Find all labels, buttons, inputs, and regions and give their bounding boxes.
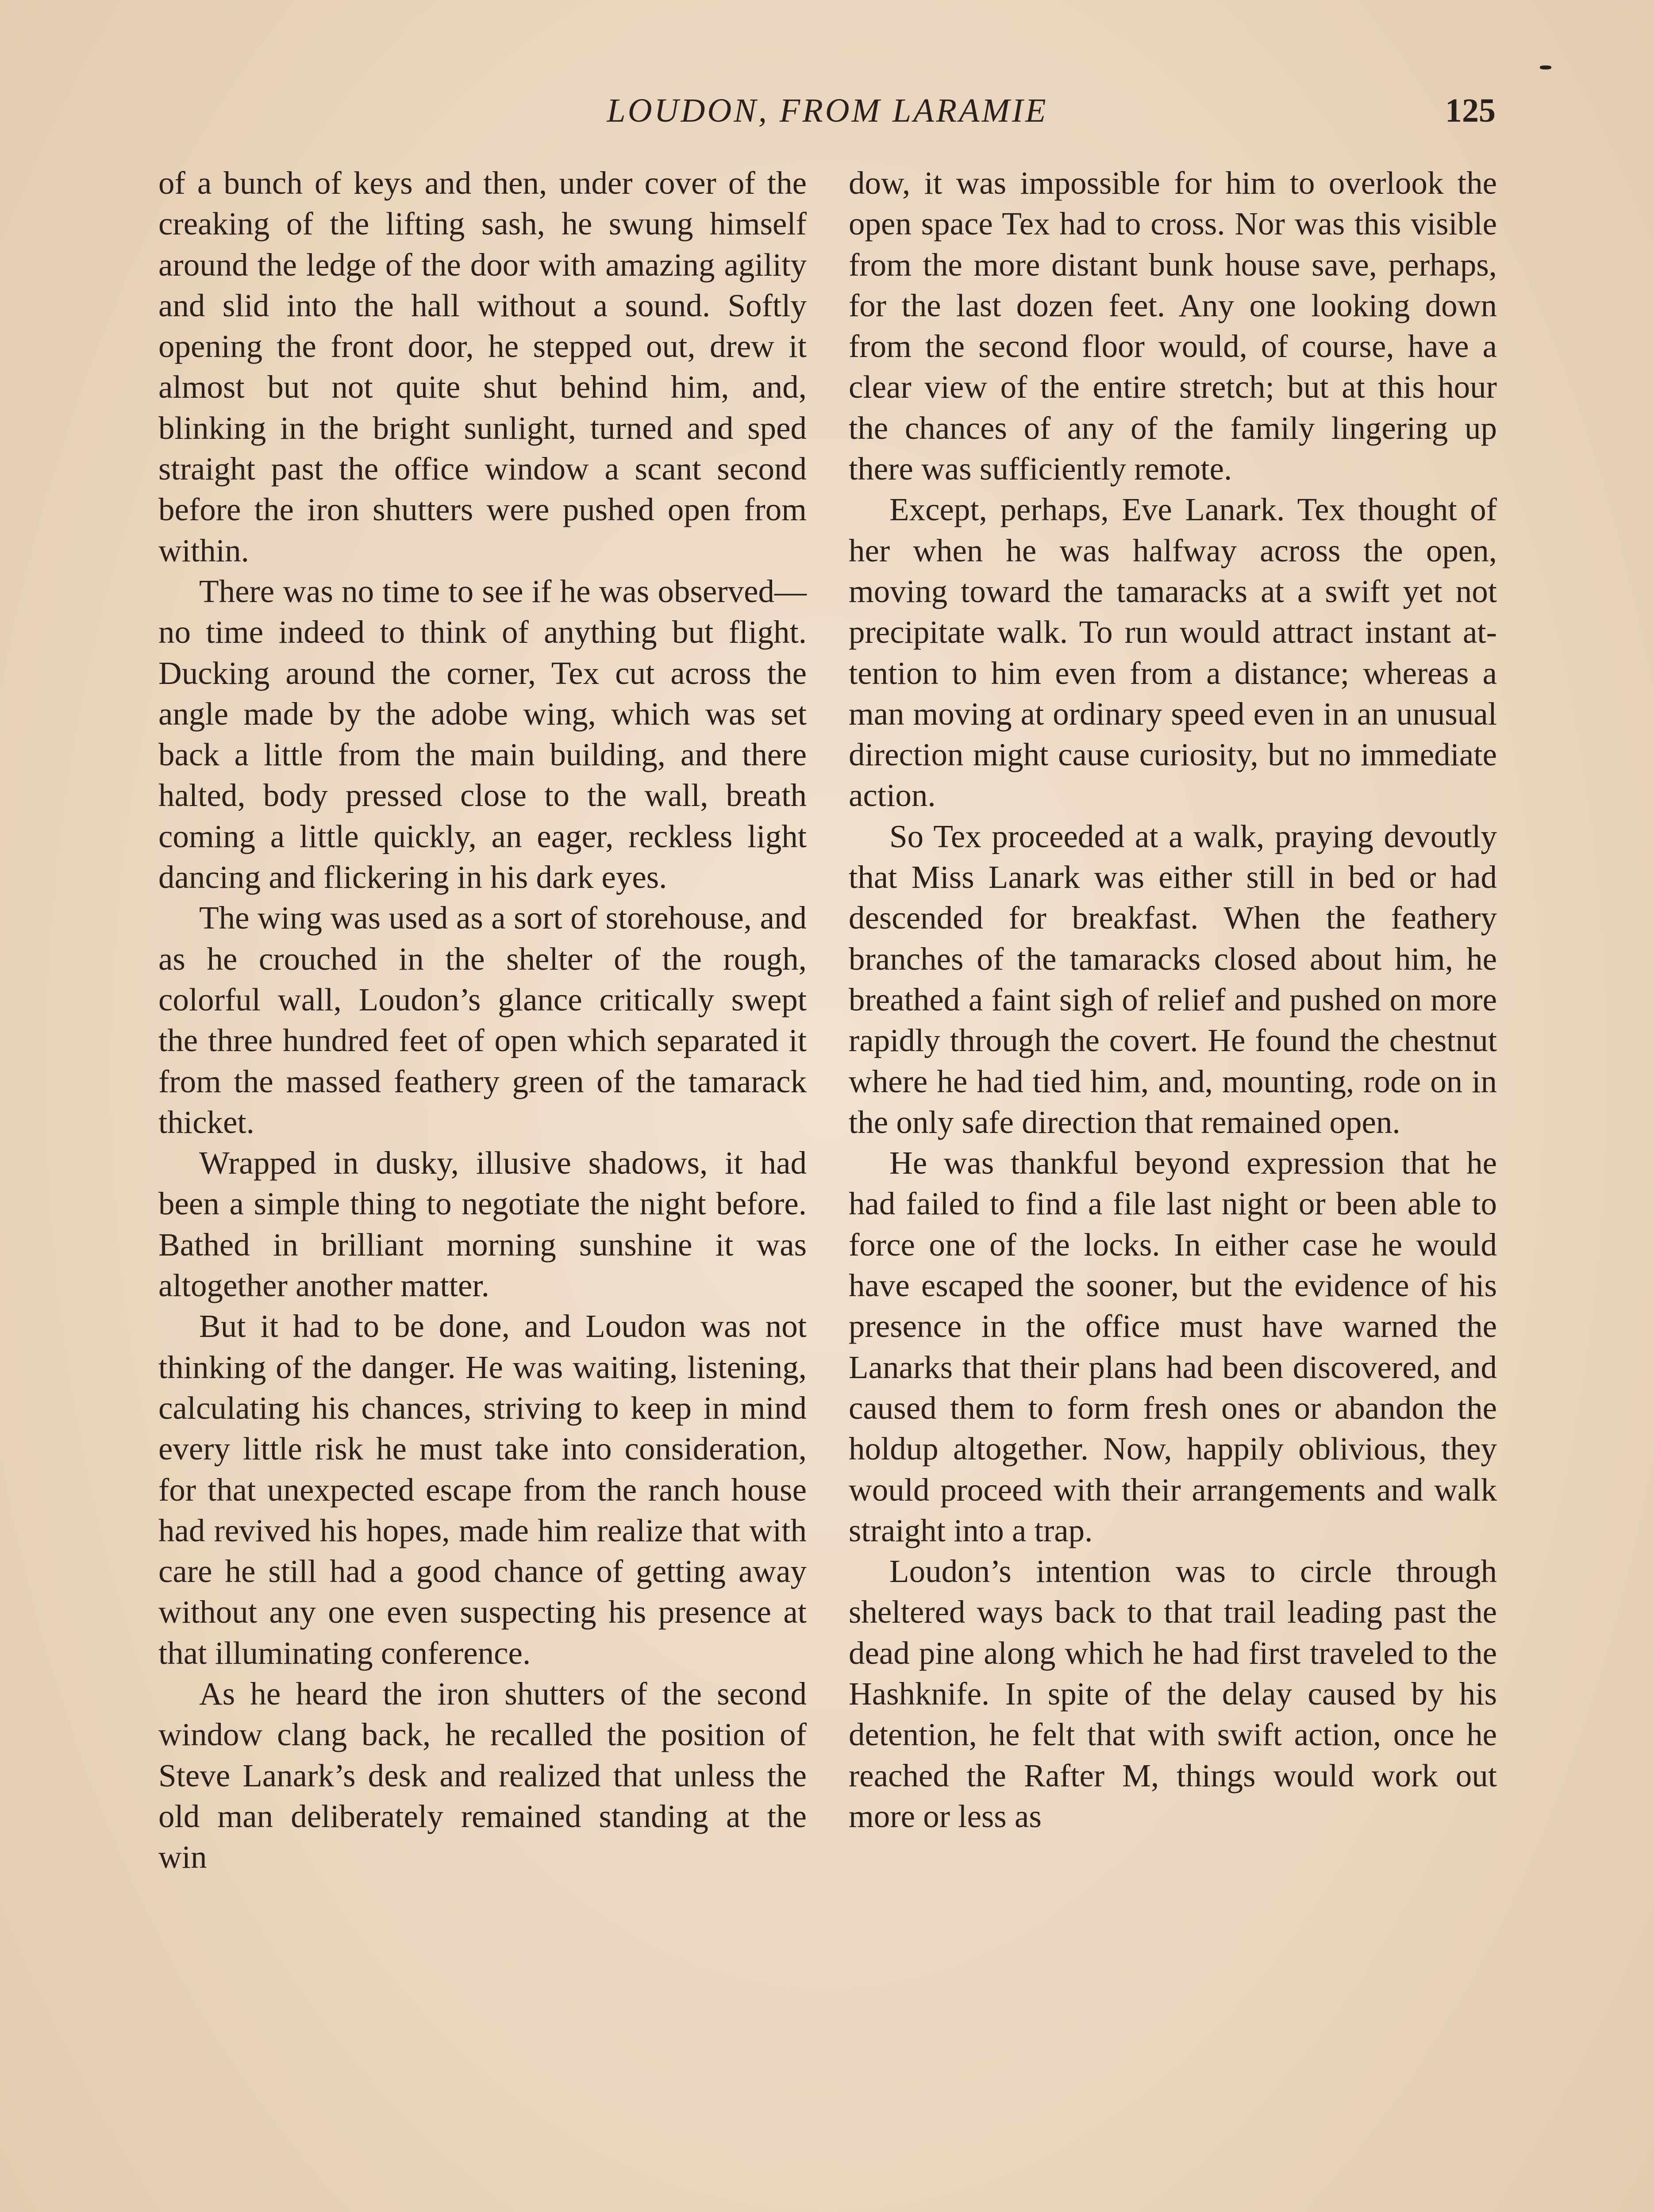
paragraph: There was no time to see if he was observed—no time indeed to think of anything but flight. Ducking around the corner, Tex cut across the angle made by the adobe wing, which was set back a little from the main building, and there halted, body pressed close to the wall, breath coming a little quickly, an eager, reckless light dancing and flickering in his dark eyes. (158, 573, 807, 895)
page-number: 125 (1445, 92, 1496, 129)
paragraph: He was thankful beyond expression that he had failed to find a file last night or been able to force one of the locks. In either case he would have escaped the sooner, but the evidence of his presence in the office must have warned the Lanarks that their plans had been discovered, and caused them to form fresh ones or abandon the holdup altogether. Now, happily oblivious, they would proceed with their arrangements and walk straight into a trap. (849, 1145, 1497, 1548)
paragraph: Wrapped in dusky, illusive shadows, it had been a simple thing to negotiate the night before. Bathed in brilliant morning sunshine it was altogether another matter. (158, 1145, 807, 1304)
paragraph: Loudon’s intention was to circle through sheltered ways back to that trail leading past the dead pine along which he had first traveled to the Hashknife. In spite of the delay caused by his detention, he felt that with swift action, once he reached the Rafter M, things would work out more or less as (849, 1553, 1497, 1834)
paragraph: But it had to be done, and Loudon was not thinking of the danger. He was waiting, listening, calculating his chances, striving to keep in mind every little risk he must take into consideration, for that unexpected escape from the ranch house had revived his hopes, made him realize that with care he still had a good chance of getting away without any one even suspecting his presence at that illuminating conference. (158, 1308, 807, 1671)
paragraph: dow, it was impossible for him to overlook the open space Tex had to cross. Nor was this visible from the more distant bunk house save, perhaps, for the last dozen feet. Any one looking down from the second floor would, of course, have a clear view of the entire stretch; but at this hour the chances of any of the family lingering up there was sufficiently remote. (849, 165, 1497, 487)
paragraph: of a bunch of keys and then, under cover of the creaking of the lifting sash, he swung himself around the ledge of the door with amazing agility and slid into the hall without a sound. Softly opening the front door, he stepped out, drew it almost but not quite shut behind him, and, blinking in the bright sunlight, turned and sped straight past the office window a scant second before the iron shutters were pushed open from within. (158, 165, 807, 568)
right-column (849, 163, 1497, 1837)
running-head (159, 86, 1496, 135)
ink-speck (1540, 65, 1551, 69)
left-column (158, 163, 807, 1878)
running-title: LOUDON, FROM LARAMIE (607, 92, 1048, 129)
paragraph: The wing was used as a sort of storehouse, and as he crouched in the shelter of the rough, colorful wall, Loudon’s glance critically swept the three hundred feet of open which separated it from the massed feathery green of the tamarack thicket. (158, 900, 807, 1140)
paragraph: So Tex proceeded at a walk, praying devoutly that Miss Lanark was either still in bed or had descended for breakfast. When the feathery branches of the tamaracks closed about him, he breathed a faint sigh of relief and pushed on more rapidly through the covert. He found the chestnut where he had tied him, and, mounting, rode on in the only safe direction that remained open. (849, 818, 1497, 1140)
paragraph: As he heard the iron shutters of the second window clang back, he recalled the position of Steve Lanark’s desk and realized that unless the old man deliberately remained standing at the win (158, 1675, 807, 1875)
paragraph: Except, perhaps, Eve Lanark. Tex thought of her when he was halfway across the open, moving toward the tamaracks at a swift yet not precipitate walk. To run would attract instant attention to him even from a distance; whereas a man moving at ordinary speed even in an unusual direction might cause curiosity, but no immediate action. (849, 492, 1497, 814)
